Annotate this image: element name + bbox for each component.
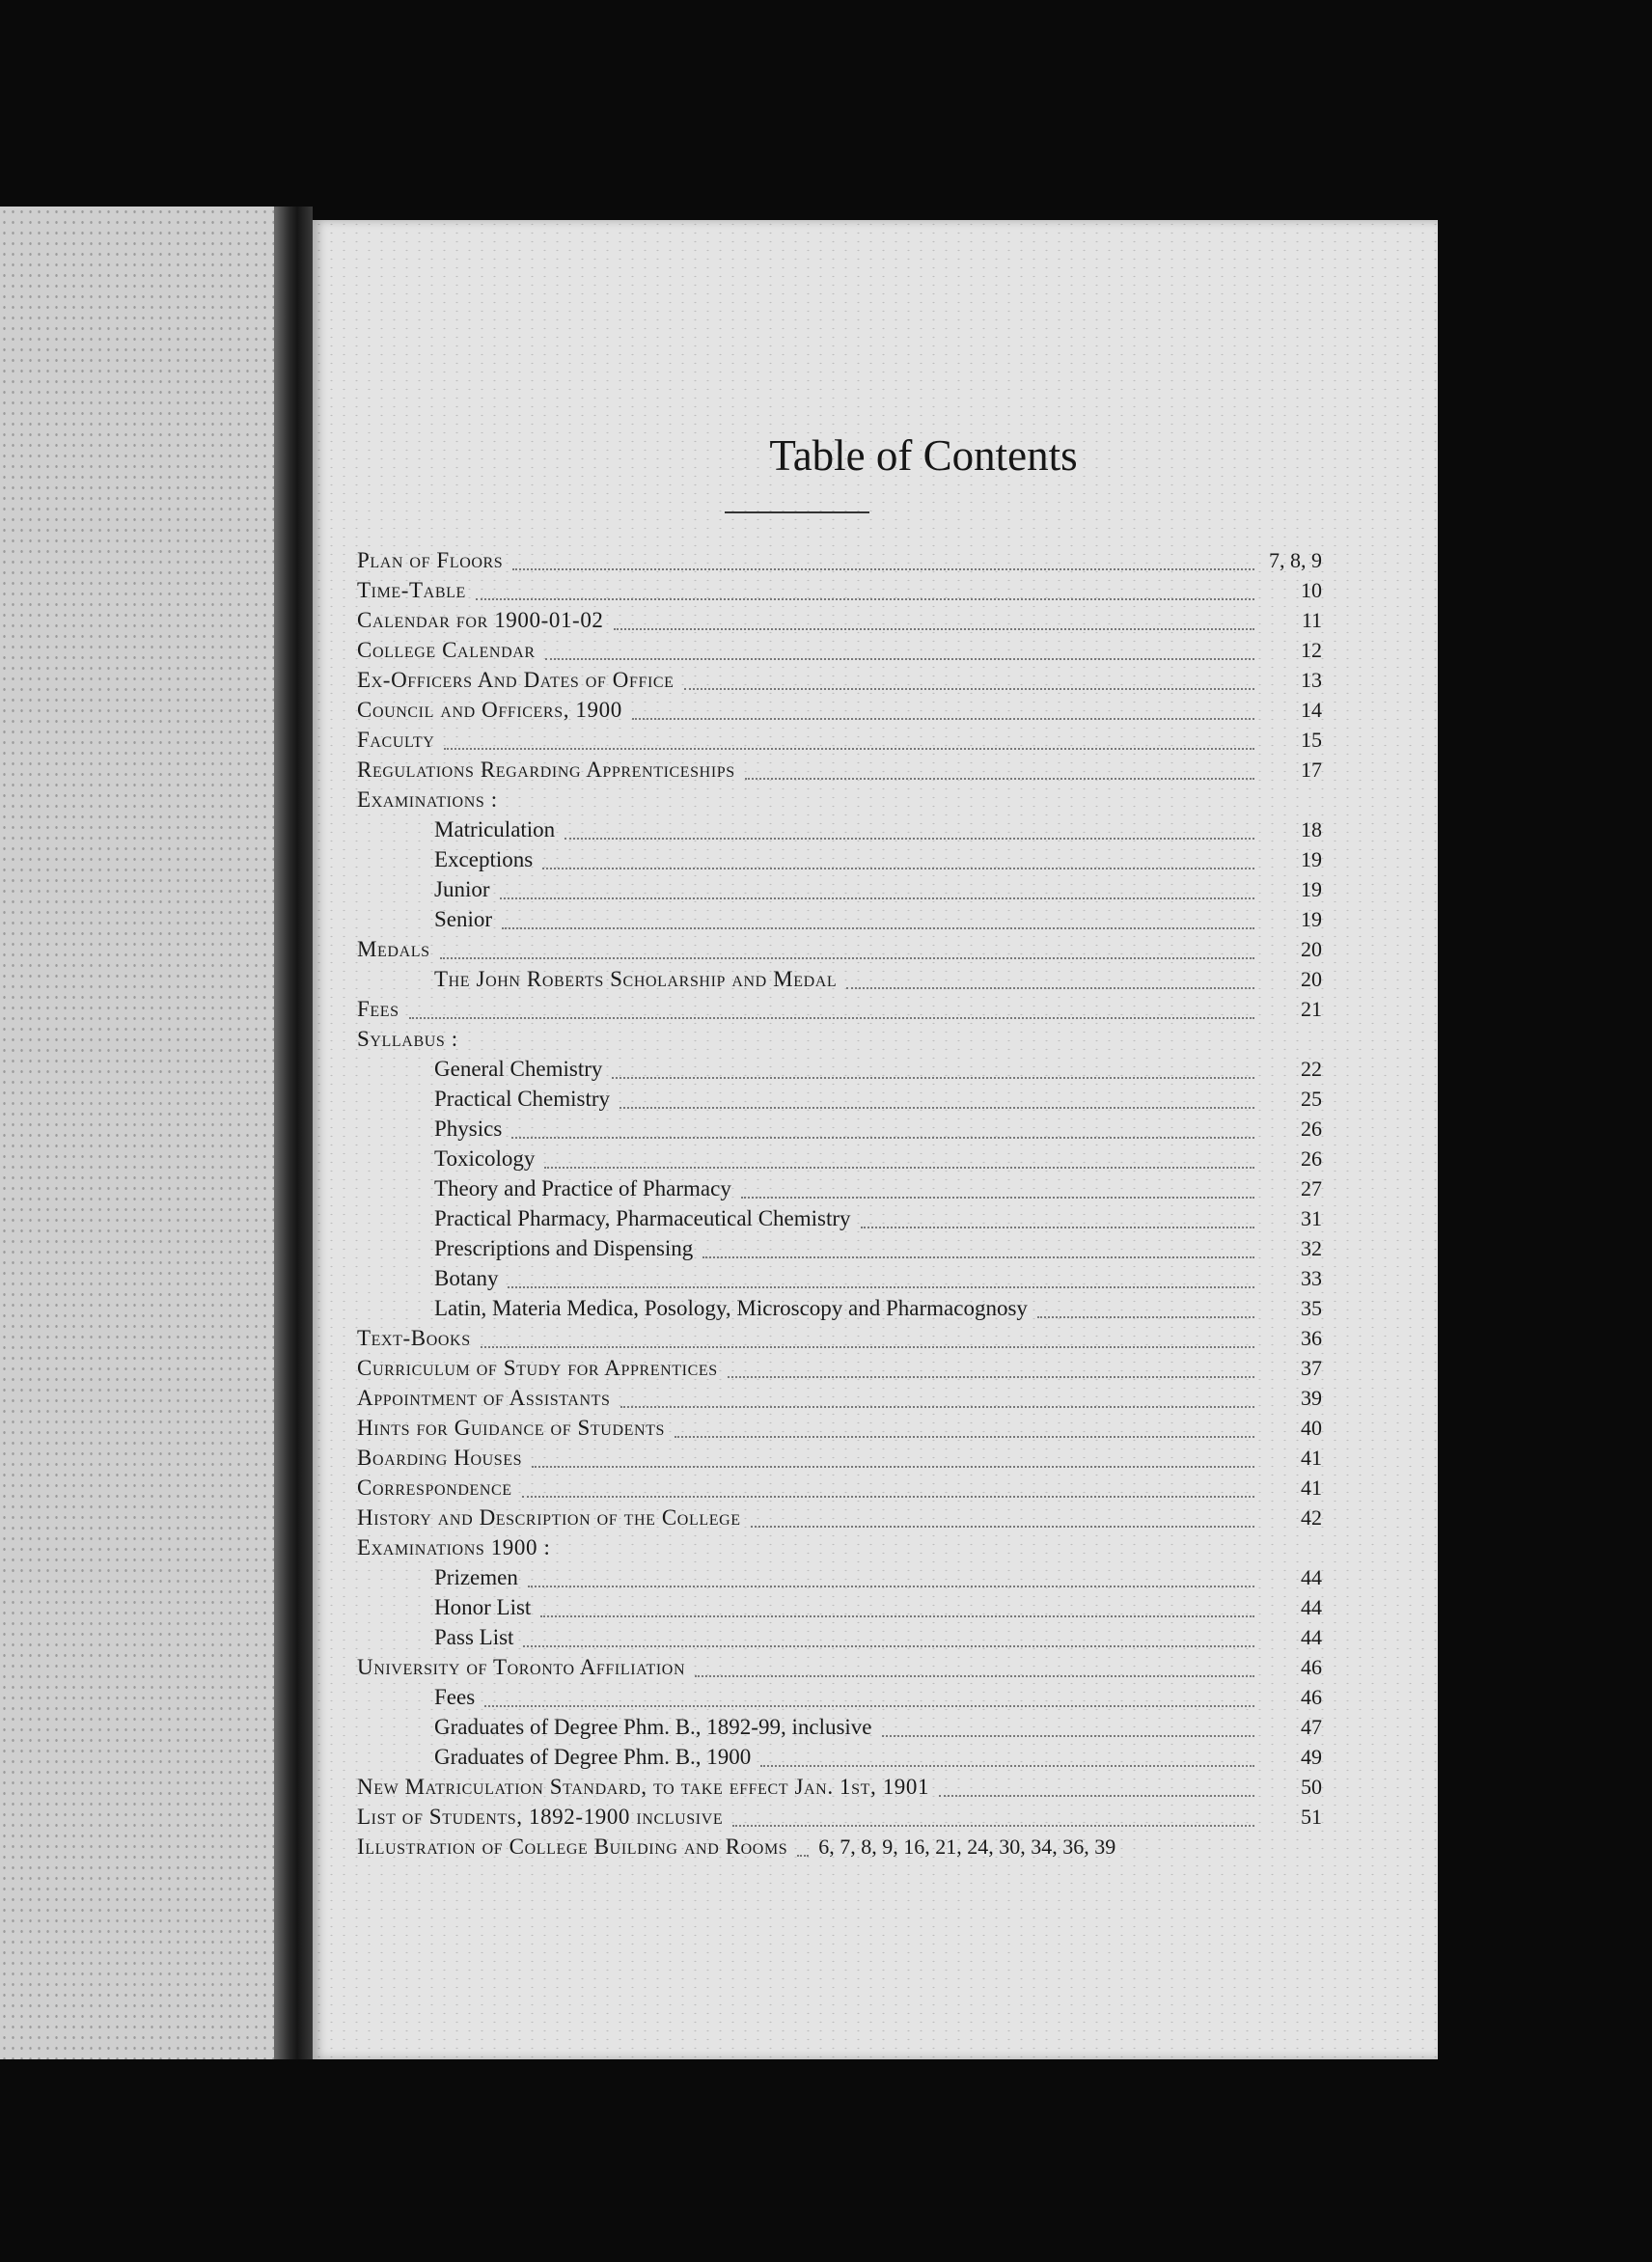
toc-entry xyxy=(357,937,1322,967)
dot-leader xyxy=(632,717,1254,720)
toc-entry-page: 10 xyxy=(1301,578,1322,602)
toc-entry xyxy=(357,1834,1322,1864)
toc-entry-page: 19 xyxy=(1301,877,1322,901)
toc-entry-page: 19 xyxy=(1301,847,1322,871)
toc-entry-label: Latin, Materia Medica, Posology, Microscopy and Pharmacognosy xyxy=(434,1296,1028,1320)
toc-entry-page: 35 xyxy=(1301,1296,1322,1320)
toc-entry-label: List of Students, 1892-1900 inclusive xyxy=(357,1805,724,1829)
toc-entry-label: Honor List xyxy=(434,1595,532,1619)
toc-entry xyxy=(357,1296,1322,1326)
dot-leader xyxy=(508,1285,1254,1288)
toc-entry-page: 41 xyxy=(1301,1476,1322,1500)
toc-entry-label: Practical Pharmacy, Pharmaceutical Chemistry xyxy=(434,1206,851,1230)
dot-leader xyxy=(409,1016,1254,1019)
toc-entry-label: Pass List xyxy=(434,1625,514,1649)
toc-entry-page: 12 xyxy=(1301,638,1322,662)
title-rule xyxy=(725,511,869,513)
dot-leader xyxy=(797,1854,809,1857)
toc-entry-page: 20 xyxy=(1301,967,1322,991)
right-page xyxy=(313,220,1438,2059)
dot-leader xyxy=(861,1226,1254,1228)
toc-entry xyxy=(357,1446,1322,1476)
toc-entry xyxy=(357,1356,1322,1386)
left-page xyxy=(0,207,280,2059)
toc-entry-label: Toxicology xyxy=(434,1146,536,1171)
toc-entry xyxy=(357,1206,1322,1236)
dot-leader xyxy=(512,567,1254,570)
toc-entry-label: Hints for Guidance of Students xyxy=(357,1416,666,1440)
toc-entry-page: 37 xyxy=(1301,1356,1322,1380)
toc-entry xyxy=(357,1565,1322,1595)
dot-leader xyxy=(540,1614,1254,1617)
toc-entry xyxy=(357,1745,1322,1775)
toc-entry xyxy=(357,847,1322,877)
book-gutter xyxy=(274,207,313,2059)
toc-entry-page: 25 xyxy=(1301,1087,1322,1111)
dot-leader xyxy=(732,1824,1254,1827)
toc-entry-label: Graduates of Degree Phm. B., 1892-99, inclusive xyxy=(434,1715,872,1739)
toc-entry xyxy=(357,1027,1322,1057)
toc-entry-page: 21 xyxy=(1301,997,1322,1021)
toc-entry-label: College Calendar xyxy=(357,638,536,662)
toc-entry xyxy=(357,668,1322,698)
dot-leader xyxy=(939,1794,1254,1797)
toc-list xyxy=(357,548,1322,1864)
toc-entry-page: 44 xyxy=(1301,1625,1322,1649)
toc-entry-page: 15 xyxy=(1301,728,1322,752)
dot-leader xyxy=(702,1255,1254,1258)
toc-entry-label: Text-Books xyxy=(357,1326,471,1350)
toc-entry-page: 36 xyxy=(1301,1326,1322,1350)
toc-entry-page: 50 xyxy=(1301,1775,1322,1799)
toc-entry-page: 7, 8, 9 xyxy=(1269,548,1322,572)
dot-leader xyxy=(476,597,1254,600)
toc-entry-label: New Matriculation Standard, to take effect Jan. 1st, 1901 xyxy=(357,1775,930,1799)
dot-leader xyxy=(1037,1315,1254,1318)
toc-entry xyxy=(357,1476,1322,1505)
toc-entry-label: Graduates of Degree Phm. B., 1900 xyxy=(434,1745,752,1769)
toc-entry-page: 33 xyxy=(1301,1266,1322,1290)
toc-entry-page: 27 xyxy=(1301,1176,1322,1200)
dot-leader xyxy=(522,1495,1254,1498)
toc-entry-label: Council and Officers, 1900 xyxy=(357,698,622,722)
dot-leader xyxy=(500,897,1255,899)
dot-leader xyxy=(532,1465,1254,1468)
toc-entry xyxy=(357,638,1322,668)
toc-entry-page: 26 xyxy=(1301,1146,1322,1171)
dot-leader xyxy=(484,1704,1254,1707)
toc-entry-label: Boarding Houses xyxy=(357,1446,523,1470)
dot-leader xyxy=(728,1375,1254,1378)
toc-entry xyxy=(357,787,1322,817)
dot-leader xyxy=(528,1585,1254,1587)
toc-entry xyxy=(357,728,1322,758)
dot-leader xyxy=(523,1644,1254,1647)
toc-entry xyxy=(357,1595,1322,1625)
toc-entry-page: 32 xyxy=(1301,1236,1322,1260)
dot-leader xyxy=(741,1196,1254,1199)
toc-entry-page: 20 xyxy=(1301,937,1322,961)
dot-leader xyxy=(695,1674,1254,1677)
toc-entry xyxy=(357,578,1322,608)
toc-entry-label: Senior xyxy=(434,907,493,931)
toc-entry-page: 44 xyxy=(1301,1565,1322,1589)
toc-entry-page: 18 xyxy=(1301,817,1322,841)
dot-leader xyxy=(760,1764,1254,1767)
toc-entry-label: Plan of Floors xyxy=(357,548,504,572)
toc-entry-page: 26 xyxy=(1301,1117,1322,1141)
toc-entry-label: Examinations 1900 : xyxy=(357,1535,551,1559)
toc-entry-page: 49 xyxy=(1301,1745,1322,1769)
toc-entry-page: 14 xyxy=(1301,698,1322,722)
toc-entry-label: The John Roberts Scholarship and Medal xyxy=(434,967,838,991)
toc-entry xyxy=(357,997,1322,1027)
dot-leader xyxy=(502,926,1254,929)
toc-entry-label: Exceptions xyxy=(434,847,534,871)
toc-entry-label: University of Toronto Affiliation xyxy=(357,1655,686,1679)
toc-entry xyxy=(357,1775,1322,1805)
toc-entry xyxy=(357,1087,1322,1117)
toc-entry-page: 46 xyxy=(1301,1685,1322,1709)
toc-entry-page: 46 xyxy=(1301,1655,1322,1679)
dot-leader xyxy=(675,1435,1254,1438)
toc-entry xyxy=(357,1655,1322,1685)
toc-entry-page: 6, 7, 8, 9, 16, 21, 24, 30, 34, 36, 39 xyxy=(818,1834,1116,1859)
toc-entry xyxy=(357,1117,1322,1146)
toc-entry xyxy=(357,907,1322,937)
toc-entry xyxy=(357,1625,1322,1655)
toc-entry xyxy=(357,1057,1322,1087)
toc-entry-label: Physics xyxy=(434,1117,503,1141)
toc-entry-page: 42 xyxy=(1301,1505,1322,1530)
toc-entry-label: Prizemen xyxy=(434,1565,518,1589)
toc-entry-label: Fees xyxy=(357,997,399,1021)
toc-entry xyxy=(357,1326,1322,1356)
toc-entry xyxy=(357,548,1322,578)
toc-entry xyxy=(357,698,1322,728)
toc-entry-page: 51 xyxy=(1301,1805,1322,1829)
toc-entry xyxy=(357,1146,1322,1176)
toc-entry xyxy=(357,1386,1322,1416)
toc-entry-page: 40 xyxy=(1301,1416,1322,1440)
dot-leader xyxy=(612,1076,1254,1079)
toc-entry-label: Fees xyxy=(434,1685,476,1709)
toc-entry-label: Theory and Practice of Pharmacy xyxy=(434,1176,731,1200)
toc-entry xyxy=(357,1416,1322,1446)
dot-leader xyxy=(684,687,1254,690)
toc-entry xyxy=(357,877,1322,907)
toc-entry-label: Examinations : xyxy=(357,787,498,812)
page-title: Table of Contents xyxy=(769,431,1078,480)
toc-entry xyxy=(357,758,1322,787)
toc-entry-label: Medals xyxy=(357,937,430,961)
dot-leader xyxy=(564,837,1254,840)
toc-entry xyxy=(357,1266,1322,1296)
toc-entry-label: Practical Chemistry xyxy=(434,1087,611,1111)
toc-entry-label: Calendar for 1900-01-02 xyxy=(357,608,604,632)
dot-leader xyxy=(614,627,1254,630)
dot-leader xyxy=(544,1166,1254,1169)
toc-entry-page: 41 xyxy=(1301,1446,1322,1470)
toc-entry xyxy=(357,967,1322,997)
toc-entry xyxy=(357,1505,1322,1535)
dot-leader xyxy=(511,1136,1254,1139)
toc-entry-label: Curriculum of Study for Apprentices xyxy=(357,1356,718,1380)
toc-entry-page: 47 xyxy=(1301,1715,1322,1739)
toc-entry-label: Faculty xyxy=(357,728,435,752)
dot-leader xyxy=(542,867,1254,869)
toc-entry-label: History and Description of the College xyxy=(357,1505,741,1530)
toc-entry-label: General Chemistry xyxy=(434,1057,603,1081)
toc-entry-page: 39 xyxy=(1301,1386,1322,1410)
dot-leader xyxy=(620,1106,1254,1109)
dot-leader xyxy=(620,1405,1254,1408)
toc-entry xyxy=(357,1685,1322,1715)
toc-entry-page: 19 xyxy=(1301,907,1322,931)
toc-entry-page: 17 xyxy=(1301,758,1322,782)
dot-leader xyxy=(481,1345,1254,1348)
toc-entry-label: Ex-Officers And Dates of Office xyxy=(357,668,675,692)
toc-entry-label: Time-Table xyxy=(357,578,466,602)
dot-leader xyxy=(745,777,1254,780)
dot-leader xyxy=(440,956,1254,959)
dot-leader xyxy=(882,1734,1254,1737)
toc-entry-page: 31 xyxy=(1301,1206,1322,1230)
toc-entry-label: Regulations Regarding Apprenticeships xyxy=(357,758,735,782)
dot-leader xyxy=(846,986,1254,989)
toc-entry xyxy=(357,1176,1322,1206)
toc-entry-page: 44 xyxy=(1301,1595,1322,1619)
toc-entry xyxy=(357,1805,1322,1834)
toc-entry xyxy=(357,1535,1322,1565)
toc-entry xyxy=(357,608,1322,638)
toc-entry xyxy=(357,817,1322,847)
toc-entry-label: Matriculation xyxy=(434,817,556,841)
toc-entry-page: 22 xyxy=(1301,1057,1322,1081)
dot-leader xyxy=(751,1525,1254,1528)
toc-entry-label: Appointment of Assistants xyxy=(357,1386,611,1410)
toc-entry-label: Junior xyxy=(434,877,490,901)
toc-entry-label: Illustration of College Building and Rooms xyxy=(357,1834,788,1859)
toc-entry-page: 13 xyxy=(1301,668,1322,692)
toc-entry xyxy=(357,1715,1322,1745)
dot-leader xyxy=(545,657,1254,660)
toc-entry-label: Prescriptions and Dispensing xyxy=(434,1236,694,1260)
dot-leader xyxy=(444,747,1254,750)
toc-entry-label: Botany xyxy=(434,1266,499,1290)
toc-entry-label: Syllabus : xyxy=(357,1027,458,1051)
toc-entry-page: 11 xyxy=(1301,608,1322,632)
toc-entry-label: Correspondence xyxy=(357,1476,512,1500)
toc-entry xyxy=(357,1236,1322,1266)
